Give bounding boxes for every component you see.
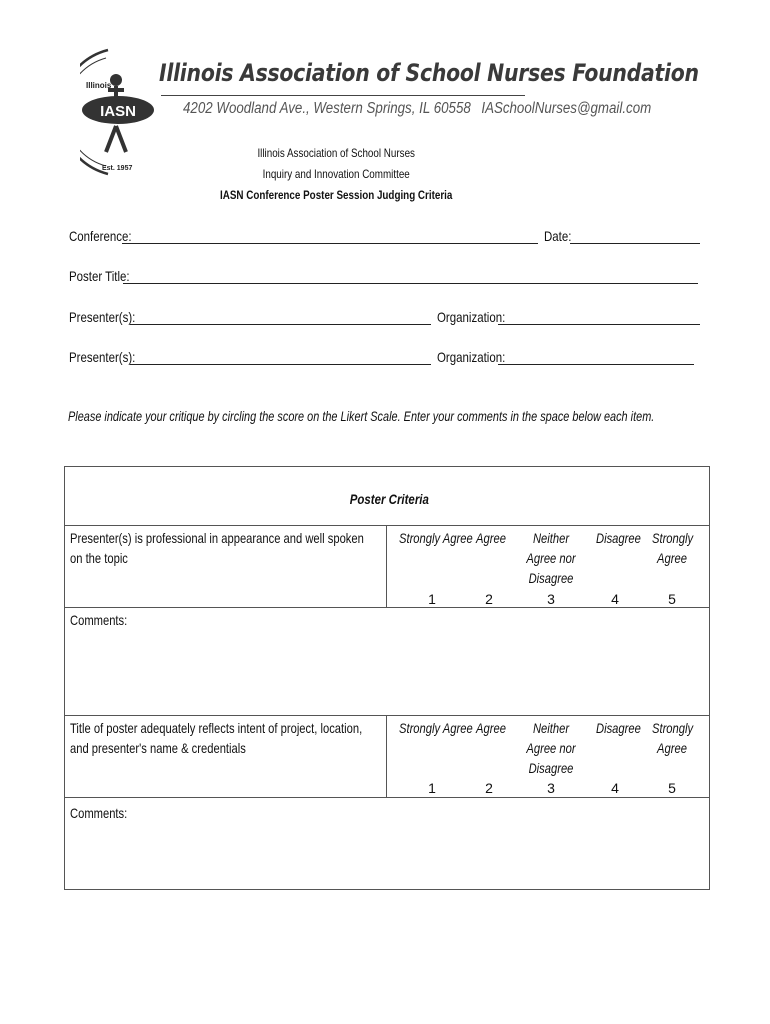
conference-field[interactable] — [122, 243, 538, 244]
organization-field-2[interactable] — [498, 364, 694, 365]
comments-label-2: Comments: — [70, 805, 128, 821]
address-text: 4202 Woodland Ave., Western Springs, IL 60558 — [183, 100, 471, 117]
scale-strongly-5: Strongly Agree — [652, 530, 694, 566]
header-rule — [161, 95, 525, 96]
org-address — [183, 100, 651, 118]
score-4[interactable]: 4 — [611, 591, 619, 607]
scale-agree: Agree — [476, 720, 506, 736]
criteria-title: Poster Criteria — [349, 491, 429, 507]
scale-strongly-agree: Strongly Agree — [399, 720, 473, 736]
scale-agree: Agree — [476, 530, 506, 546]
date-label: Date: — [544, 228, 572, 244]
scale-disagree: Disagree — [596, 720, 641, 736]
scale-disagree: Disagree — [596, 530, 641, 546]
title-judging-criteria: IASN Conference Poster Session Judging Criteria — [220, 188, 453, 202]
col-divider — [386, 715, 387, 797]
row-divider — [65, 607, 709, 608]
scale-strongly-5: Strongly Agree — [652, 720, 694, 756]
title-committee: Inquiry and Innovation Committee — [262, 167, 410, 181]
col-divider — [386, 525, 387, 607]
score-3[interactable]: 3 — [547, 780, 555, 796]
svg-text:Est. 1957: Est. 1957 — [102, 165, 133, 172]
row-divider — [65, 797, 709, 798]
organization-label-2: Organization: — [437, 349, 506, 365]
date-field[interactable] — [570, 243, 700, 244]
email-text: IASchoolNurses@gmail.com — [481, 100, 652, 117]
comments-area-1[interactable] — [65, 627, 709, 715]
instruction-text: Please indicate your critique by circling the score on the Likert Scale. Enter your comments in the space below each item. — [68, 408, 655, 424]
score-3[interactable]: 3 — [547, 591, 555, 607]
score-5[interactable]: 5 — [668, 780, 676, 796]
presenters-field-2[interactable] — [130, 364, 431, 365]
scale-neither: Neither Agree nor Disagree — [526, 720, 576, 776]
score-2[interactable]: 2 — [485, 591, 493, 607]
score-5[interactable]: 5 — [668, 591, 676, 607]
score-1[interactable]: 1 — [428, 780, 436, 796]
score-4[interactable]: 4 — [611, 780, 619, 796]
organization-field-1[interactable] — [498, 324, 700, 325]
criterion-2-text: Title of poster adequately reflects intent of project, location, and presenter's name & credentials — [70, 720, 363, 756]
comments-area-2[interactable] — [65, 822, 709, 888]
row-divider — [65, 715, 709, 716]
poster-title-label: Poster Title: — [69, 268, 130, 284]
svg-text:IASN: IASN — [100, 103, 136, 120]
org-name: Illinois Association of School Nurses Foundation — [159, 59, 699, 87]
poster-criteria-table — [64, 466, 710, 890]
presenters-label-2: Presenter(s): — [69, 349, 136, 365]
organization-label-1: Organization: — [437, 309, 506, 325]
criterion-1-text: Presenter(s) is professional in appearance and well spoken on the topic — [70, 530, 364, 566]
row-divider — [65, 525, 709, 526]
scale-strongly-agree: Strongly Agree — [399, 530, 473, 546]
poster-title-field[interactable] — [123, 283, 698, 284]
comments-label-1: Comments: — [70, 612, 128, 628]
title-association: Illinois Association of School Nurses — [257, 146, 415, 160]
presenters-field-1[interactable] — [130, 324, 431, 325]
score-1[interactable]: 1 — [428, 591, 436, 607]
presenters-label-1: Presenter(s): — [69, 309, 136, 325]
conference-label: Conference: — [69, 228, 132, 244]
score-2[interactable]: 2 — [485, 780, 493, 796]
scale-neither: Neither Agree nor Disagree — [526, 530, 576, 586]
svg-text:Illinois: Illinois — [86, 81, 112, 90]
